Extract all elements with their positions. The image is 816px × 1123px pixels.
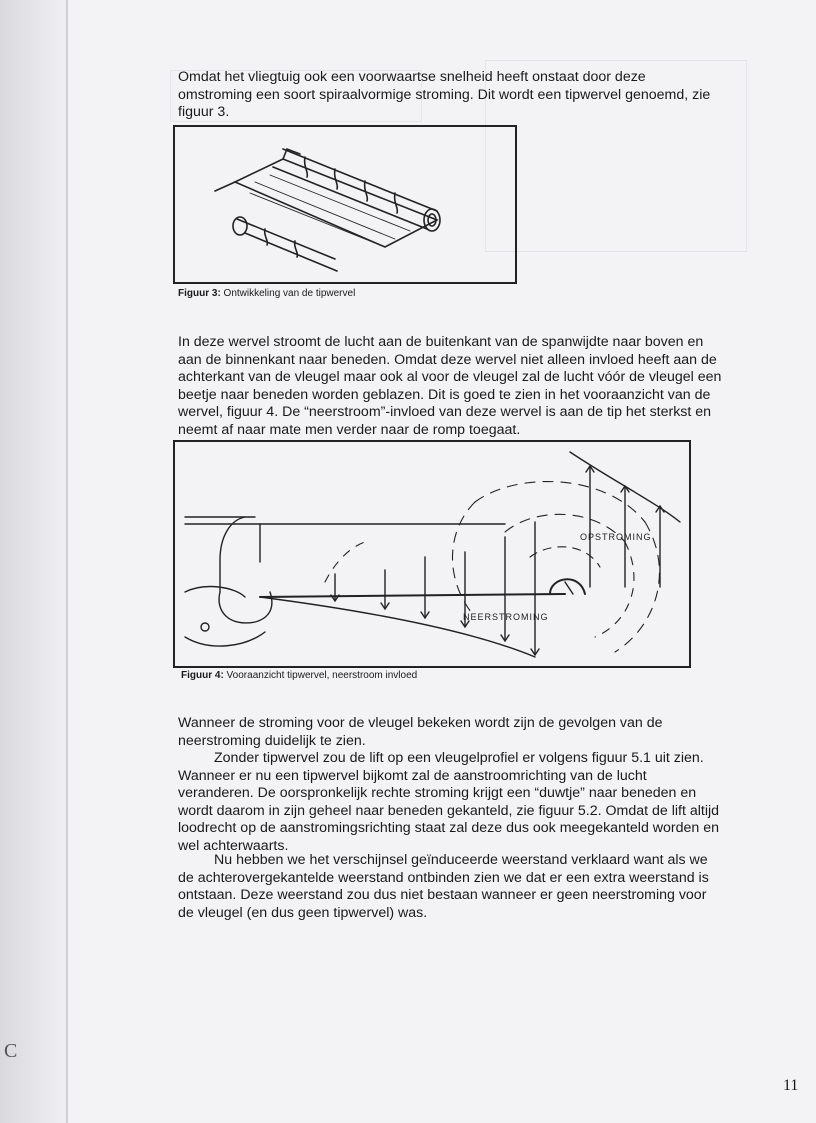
induced-drag-paragraph xyxy=(178,852,723,922)
figure-4-caption-label: Figuur 4: xyxy=(181,670,224,681)
binding-edge xyxy=(66,0,68,1123)
figure-3-caption xyxy=(178,288,355,299)
figure-4 xyxy=(173,440,691,668)
margin-mark: C xyxy=(4,1040,18,1062)
upwash-label: OPSTROMING xyxy=(580,532,652,542)
figure-3-caption-text: Ontwikkeling van de tipwervel xyxy=(220,288,356,299)
vortex-paragraph: In deze wervel stroomt de lucht aan de buitenkant van de spanwijdte naar boven en aan de binnenkant naar beneden. Omdat deze wervel niet alleen invloed heeft aan de achterkant van de vleugel maar ook al voor de vleugel zal de lucht vóór de vleugel een beetje naar beneden worden geblazen. Dit is goed te zien in het vooraanzicht van de wervel, figuur 4. De “neerstroom”-invloed van deze wervel is aan de tip het sterkst en neemt af naar mate men verder naar de romp toegaat. xyxy=(178,334,722,438)
downwash-label: NEERSTROMING xyxy=(463,612,549,622)
intro-paragraph: Omdat het vliegtuig ook een voorwaartse snelheid heeft onstaat door deze omstroming een soort spiraalvormige stroming. Dit wordt een tipwervel genoemd, zie figuur 3. xyxy=(178,69,711,120)
consequence-paragraph: Wanneer de stroming voor de vleugel bekeken wordt zijn de gevolgen van de neerstroming duidelijk te zien. xyxy=(178,715,663,749)
tipvortex-front-view-drawing xyxy=(175,442,689,666)
figure-4-caption-text: Vooraanzicht tipwervel, neerstroom invloed xyxy=(223,670,418,681)
induced-drag-paragraph-text: Nu hebben we het verschijnsel geïnduceerde weerstand verklaard want als we de achterovergekantelde weerstand ontbinden zien we dat er een extra weerstand is ontstaan. Deze weerstand zou dus niet bestaan wanneer er geen neerstroming voor de vleugel (en dus geen tipwervel) was. xyxy=(178,852,709,921)
binding-spine xyxy=(0,0,68,1123)
page-number: 11 xyxy=(783,1077,799,1094)
figure-4-caption xyxy=(181,670,417,681)
lift-paragraph-text: Zonder tipwervel zou de lift op een vleugelprofiel er volgens figuur 5.1 uit zien. Wanneer er nu een tipwervel bijkomt zal de aanstroomrichting van de lucht veranderen. De oorspronkelijk rechte stroming krijgt een “duwtje” naar beneden en wordt daarom in zijn geheel naar beneden gekanteld, zie figuur 5.2. Omdat de lift altijd loodrecht op de aanstromingsrichting staat zal deze dus ook meegekanteld worden en wel achterwaarts. xyxy=(178,750,720,854)
lift-paragraph xyxy=(178,750,723,855)
figure-3-caption-label: Figuur 3: xyxy=(178,288,221,299)
figure-3 xyxy=(173,125,517,284)
tipvortex-development-drawing xyxy=(175,127,515,282)
